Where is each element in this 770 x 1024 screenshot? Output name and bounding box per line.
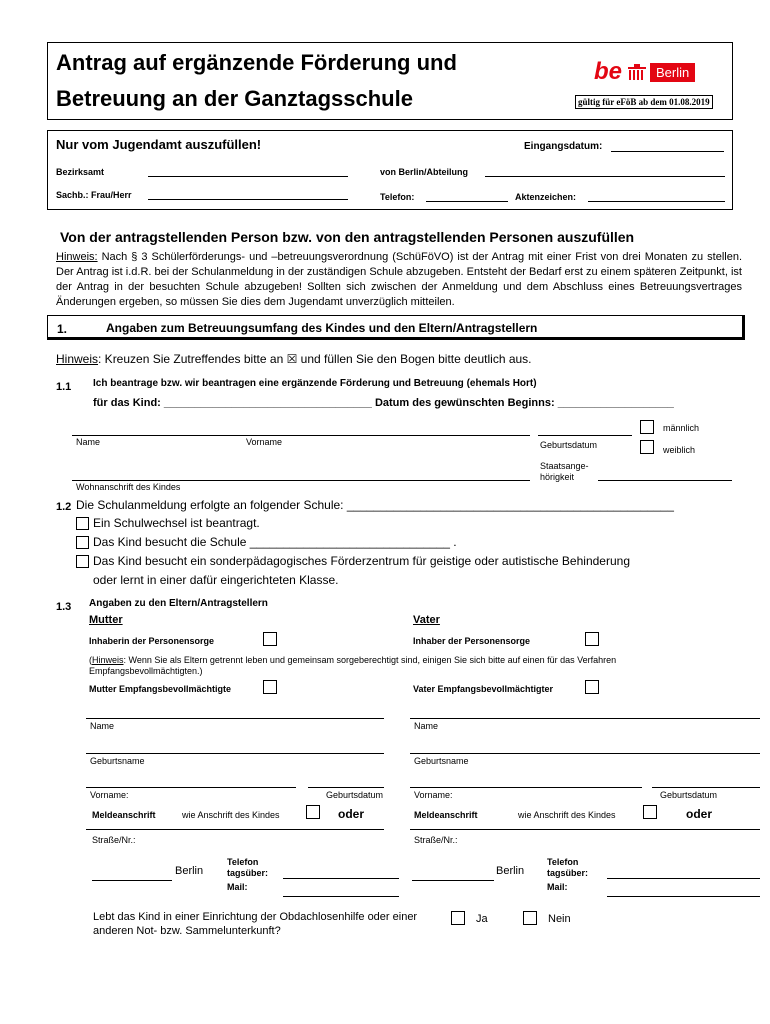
mutter-vorname-field[interactable] [86,787,296,788]
staatsangehoerigkeit-field[interactable] [598,480,732,481]
s11-num: 1.1 [56,381,72,393]
bezirksamt-label: Bezirksamt [56,167,105,177]
vater-mail-field[interactable] [607,896,760,897]
validity-note: gültig für eFöB ab dem 01.08.2019 [575,95,713,109]
mutter-strasse-field[interactable] [86,829,384,830]
obdach-nein-label: Nein [548,913,571,925]
bezirksamt-field[interactable] [148,176,348,177]
abteilung-field[interactable] [485,176,725,177]
mutter-geburtsdatum-label: Geburtsdatum [326,790,384,800]
mutter-oder: oder [338,807,365,821]
besucht-schule-checkbox[interactable] [76,536,89,549]
vater-name-label: Name [414,721,439,731]
vater-geburtsname-field[interactable] [410,753,760,754]
section-1-title: Angaben zum Betreuungsumfang des Kindes und den Eltern/Antragstellern [106,321,538,335]
maennlich-label: männlich [663,423,700,433]
foerderzentrum-label-2: oder lernt in einer dafür eingerichteten Klasse. [93,573,339,587]
vater-meldeanschrift-label: Meldeanschrift [414,810,478,820]
vater-geburtsdatum-field[interactable] [652,787,760,788]
section-heading: Von der antragstellenden Person bzw. von den antragstellenden Personen auszufüllen [60,229,635,245]
mutter-name-field[interactable] [86,718,384,719]
s12-text: Die Schulanmeldung erfolgte an folgender Schule: _________________________________________________ [76,498,674,512]
inhaber-label: Inhaber der Personensorge [413,636,531,646]
weiblich-label: weiblich [663,445,696,455]
vater-mail-label: Mail: [547,882,568,892]
mutter-vorname-label: Vorname: [90,790,129,800]
vater-tagsueber-label: tagsüber: [547,868,589,878]
mutter-empf-checkbox[interactable] [263,680,277,694]
mutter-strasse-label: Straße/Nr.: [92,835,136,845]
telefon-field[interactable] [426,201,508,202]
vater-strasse-field[interactable] [410,829,760,830]
vater-wie-anschrift-label: wie Anschrift des Kindes [518,810,616,820]
mutter-name-label: Name [90,721,115,731]
staats-label-2: hörigkeit [540,472,575,482]
vater-plz-field[interactable] [412,880,494,881]
obdach-ja-checkbox[interactable] [451,911,465,925]
vater-telefon-field[interactable] [607,878,760,879]
s13-title: Angaben zu den Eltern/Antragstellern [89,598,268,609]
s13-hinweis: (Hinweis: Wenn Sie als Eltern getrennt leben und gemeinsam sorgeberechtigt sind, einigen Sie sich bitte auf einen für das Verfahren Empfangsbevollmächtigten.) [89,655,617,676]
vater-geburtsname-label: Geburtsname [414,756,469,766]
mutter-tagsueber-label: tagsüber: [227,868,269,878]
eingangsdatum-label: Eingangsdatum: [524,141,603,152]
s13-hinweis-label: Hinweis [92,655,124,665]
s13-hinweis-text: : Wenn Sie als Eltern getrennt leben und gemeinsam sorgeberechtigt sind, einigen Sie sich bitte auf einen für das Verfahren Empfangsbevollmächtigten.) [89,655,617,676]
eingangsdatum-field[interactable] [611,151,724,152]
aktenzeichen-field[interactable] [588,201,725,202]
vater-strasse-label: Straße/Nr.: [414,835,458,845]
mutter-mail-field[interactable] [283,896,399,897]
logo-berlin-badge: Berlin [650,63,695,82]
s13-num: 1.3 [56,601,72,613]
wohnanschrift-label: Wohnanschrift des Kindes [76,482,181,492]
mutter-geburtsname-field[interactable] [86,753,384,754]
s11-line1: Ich beantrage bzw. wir beantragen eine ergänzende Förderung und Betreuung (ehemals Hort) [93,378,537,389]
sachbearbeiter-label: Sachb.: Frau/Herr [56,190,132,200]
section-1-num: 1. [57,322,68,336]
form-title-line2: Betreuung an der Ganztagsschule [56,86,413,111]
inhaber-checkbox[interactable] [585,632,599,646]
logo-be: be [594,58,623,85]
mutter-meldeanschrift-label: Meldeanschrift [92,810,156,820]
weiblich-checkbox[interactable] [640,440,654,454]
hinweis-main [56,250,742,310]
checked-box-icon: ☒ [286,352,298,366]
hinweis-main-text: Nach § 3 Schülerförderungs- und –betreuungsverordnung (SchüFöVO) ist der Antrag mit einer Frist von drei Monaten zu stellen. Der Antrag ist i.d.R. bei der Schulanmeldung in der zuständigen Schule abzugeben. Entsteht der Bedarf erst zu einem späteren Zeitpunkt, ist der Antrag in der besuchten Schule abzugeben! Sollten sich zwischen der Anmeldung und dem Abschluss eines Betreuungsvertrages Änderungen ergeben, so müssen Sie dies dem Jugendamt unverzüglich mitteilen. [56,251,742,308]
besucht-schule-label: Das Kind besucht die Schule ______________________________ . [93,535,457,549]
vater-name-field[interactable] [410,718,760,719]
hinweis-main-label: Hinweis: [56,251,98,263]
kind-geburtsdatum-label: Geburtsdatum [540,440,598,450]
mutter-empf-label: Mutter Empfangsbevollmächtigte [89,684,232,694]
mutter-telefon-label: Telefon [227,857,259,867]
sachbearbeiter-field[interactable] [148,199,348,200]
mutter-heading: Mutter [89,614,123,626]
mutter-plz-field[interactable] [92,880,172,881]
vater-vorname-field[interactable] [410,787,642,788]
s12-num: 1.2 [56,501,72,513]
telefon-label: Telefon: [380,192,415,202]
s11-line2: für das Kind: __________________________________ Datum des gewünschten Beginns: ___________________ [93,397,674,409]
inhaberin-checkbox[interactable] [263,632,277,646]
von-berlin-label: von Berlin/Abteilung [380,167,469,177]
mutter-telefon-field[interactable] [283,878,399,879]
aktenzeichen-label: Aktenzeichen: [515,192,577,202]
mutter-wie-anschrift-label: wie Anschrift des Kindes [182,810,280,820]
vater-heading: Vater [413,614,440,626]
vater-telefon-label: Telefon [547,857,579,867]
jugendamt-heading: Nur vom Jugendamt auszufüllen! [56,137,262,152]
vater-berlin-label: Berlin [496,865,525,877]
obdach-question-2: anderen Not- bzw. Sammelunterkunft? [93,925,281,937]
schulwechsel-label: Ein Schulwechsel ist beantragt. [93,516,260,530]
vater-empf-checkbox[interactable] [585,680,599,694]
staats-label-1: Staatsange- [540,461,589,471]
vater-empf-label: Vater Empfangsbevollmächtigter [413,684,554,694]
foerderzentrum-checkbox[interactable] [76,555,89,568]
brandenburg-gate-icon [628,64,646,80]
obdach-question-1: Lebt das Kind in einer Einrichtung der Obdachlosenhilfe oder einer [93,911,418,923]
hinweis-2-text-a: : Kreuzen Sie Zutreffendes bitte an [98,352,287,366]
wohnanschrift-field[interactable] [72,480,530,481]
schulwechsel-checkbox[interactable] [76,517,89,530]
obdach-nein-checkbox[interactable] [523,911,537,925]
mutter-geburtsdatum-field[interactable] [308,787,384,788]
vater-oder: oder [686,807,713,821]
foerderzentrum-label: Das Kind besucht ein sonderpädagogisches Förderzentrum für geistige oder autistische Behinderung [93,554,630,568]
hinweis-2 [56,352,532,366]
kind-geburtsdatum-field[interactable] [538,435,632,436]
kind-name-field[interactable] [72,435,530,436]
mutter-mail-label: Mail: [227,882,248,892]
vater-geburtsdatum-label: Geburtsdatum [660,790,718,800]
vater-wie-anschrift-checkbox[interactable] [643,805,657,819]
hinweis-2-label: Hinweis [56,352,99,366]
vater-vorname-label: Vorname: [414,790,453,800]
kind-name-label: Name [76,437,101,447]
mutter-berlin-label: Berlin [175,865,204,877]
mutter-wie-anschrift-checkbox[interactable] [306,805,320,819]
maennlich-checkbox[interactable] [640,420,654,434]
inhaberin-label: Inhaberin der Personensorge [89,636,215,646]
form-title-line1: Antrag auf ergänzende Förderung und [56,50,457,75]
mutter-geburtsname-label: Geburtsname [90,756,145,766]
obdach-ja-label: Ja [476,913,488,925]
kind-vorname-label: Vorname [246,437,283,447]
berlin-logo [594,60,714,84]
hinweis-2-text-b: und füllen Sie den Bogen bitte deutlich aus. [297,352,532,366]
